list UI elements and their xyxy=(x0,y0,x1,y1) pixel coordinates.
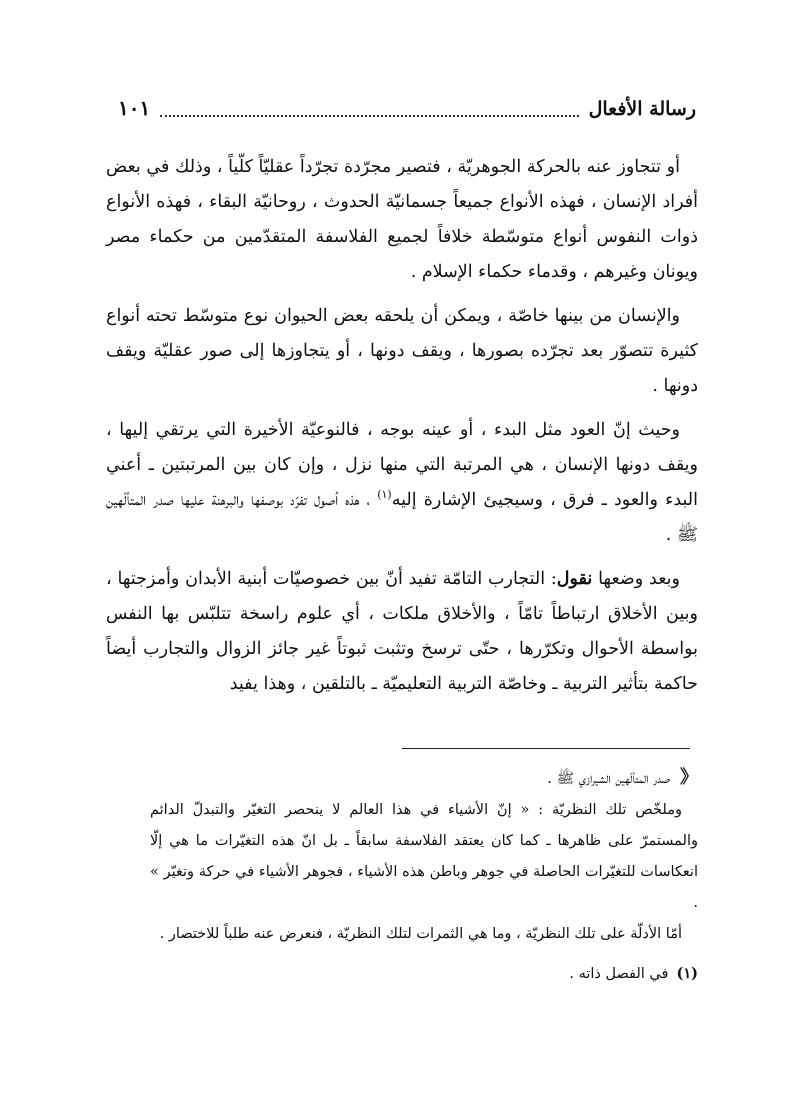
leader-dots xyxy=(160,115,578,117)
paragraph-4 xyxy=(106,562,698,702)
footnote-separator xyxy=(402,748,690,749)
footnote-text: في الفصل ذاته . xyxy=(569,966,669,982)
page-number: ١٠١ xyxy=(118,96,151,120)
paragraph-1: أو تتجاوز عنه بالحركة الجوهريّة ، فتصير مجرّدة تجرّداً عقليّاً كلّياً ، وذلك في بعض أفراد الإنسان ، فهذه الأنواع جميعاً جسمانيّة الحدوث ، روحانيّة البقاء ، فهذه الأنواع ذوات النفوس أنواع متوسّطة خلافاً لجميع الفلاسفة المتقدّمين من حكماء مصر ويونان وغيرهم ، وقدماء حكماء الإسلام . xyxy=(106,157,698,282)
paragraph-3 xyxy=(106,413,698,553)
footnote-1 xyxy=(150,958,698,990)
paragraph-4-text-before: وبعد وضعها xyxy=(598,569,680,589)
paragraph-4-text-after: : التجارب التامّة تفيد أنّ بين خصوصيّات أبنية الأبدان وأمزجتها ، وبين الأخلاق ارتباطاً تامّاً ، والأخلاق ملكات ، أي علوم راسخة تتلبّس بها النفس بواسطة الأحوال وتكرّرها ، حتّى ترسخ وتثبت ثبوتاً غير جائز الزوال والتجارب أيضاً حاكمة بتأثير التربية ـ وخاصّة التربية التعليميّة ـ بالتلقين ، وهذا يفيد xyxy=(106,569,698,694)
emphasized-word: نقول xyxy=(556,569,593,589)
paragraph-3-text-before: وحيث إنّ العود مثل البدء ، أو عينه بوجه ، فالنوعيّة الأخيرة التي يرتقي إليها ، ويقف دونها الإنسان ، هي المرتبة التي منها نزل ، وإن كان بين المرتبتين ـ أعني البدء والعود ـ فرق ، وسيجيئ الإشارة إليه xyxy=(106,420,698,510)
book-title: رسالة الأفعال xyxy=(588,98,696,120)
footnote-reference[interactable]: (١) xyxy=(377,488,392,502)
running-header xyxy=(118,96,696,128)
note-attribution-line xyxy=(150,762,698,795)
paragraph-3-text-after: ، هذه اُصول تفرّد بوصفها والبرهنة عليها صدر المتألّهين ﷺ . xyxy=(106,490,698,545)
note-attribution: صدر المتألّهين الشيرازي ﷺ . xyxy=(547,771,670,787)
paragraph-2: والإنسان من بينها خاصّة ، ويمكن أن يلحقه بعض الحيوان نوع متوسّط تحته أنواع كثيرة تتصوّر بعد تجرّده بصورها ، ويقف دونها ، أو يتجاوزها إلى صور عقليّة ويقف دونها . xyxy=(106,306,698,396)
note-evidence: أمّا الأدلّة على تلك النظريّة ، وما هي الثمرات لتلك النظريّة ، فنعرض عنه طلباً للاختصار . xyxy=(159,926,682,942)
main-text xyxy=(106,150,698,711)
note-summary: وملخّص تلك النظريّة : « إنّ الأشياء في هذا العالم لا ينحصر التغيّر والتبدلّ الدائم والمستمرّ على ظاهرها ـ كما كان يعتقد الفلاسفة سابقاً ـ بل انّ هذه التغيّرات ما هي إلّا انعكاسات للتغيّرات الحاصلة في جوهر وباطن هذه الأشياء ، فجوهر الأشياء في حركة وتغيّر » . xyxy=(150,802,698,911)
note-marker-icon: 《 xyxy=(680,767,698,788)
footnotes xyxy=(150,762,698,990)
footnote-number: (١) xyxy=(676,965,698,982)
